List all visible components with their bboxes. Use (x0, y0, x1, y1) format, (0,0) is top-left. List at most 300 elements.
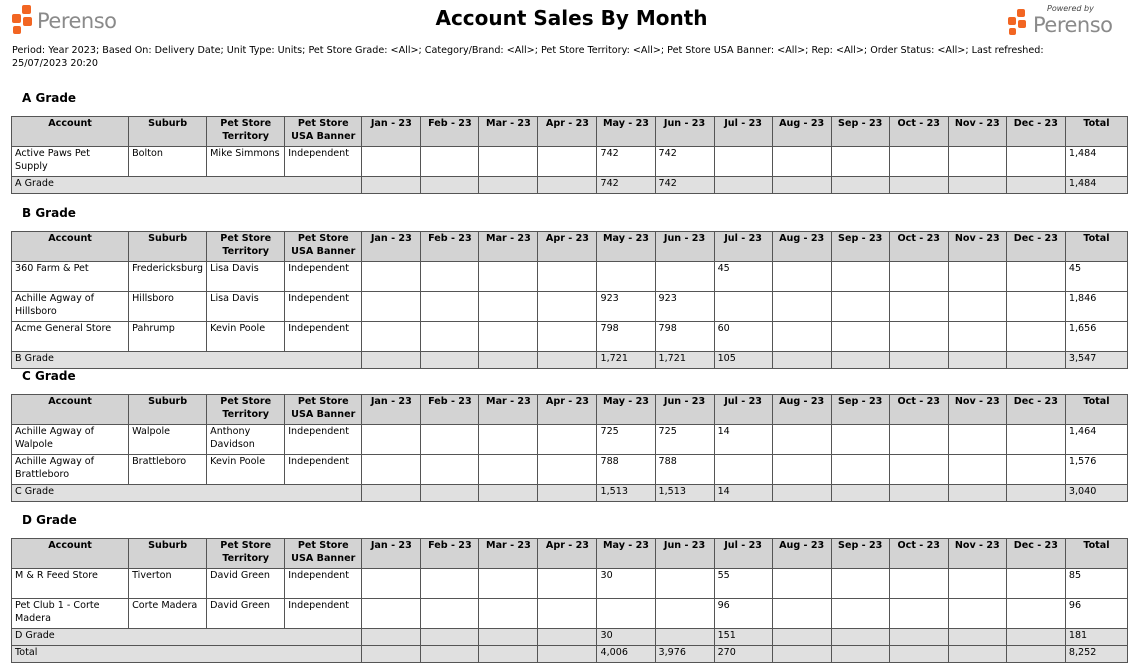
powered-by-logo (1007, 3, 1125, 37)
total-cell: 8,252 (1065, 646, 1127, 663)
month-cell (479, 262, 538, 292)
month-cell (538, 262, 597, 292)
month-cell (479, 177, 538, 194)
month-cell (421, 292, 479, 322)
month-cell (1006, 455, 1065, 485)
month-cell (831, 646, 889, 663)
month-cell (655, 262, 714, 292)
month-cell: 105 (714, 352, 772, 369)
account-cell: Achille Agway of Walpole (12, 425, 129, 455)
column-header: Account (12, 395, 129, 425)
subtotal-label: A Grade (12, 177, 362, 194)
column-header: May - 23 (597, 539, 655, 569)
month-cell (479, 147, 538, 177)
month-cell (362, 455, 421, 485)
column-header: Account (12, 232, 129, 262)
column-header: Apr - 23 (538, 395, 597, 425)
suburb-cell: Walpole (129, 425, 207, 455)
column-header: Sep - 23 (831, 232, 889, 262)
column-header: Total (1065, 539, 1127, 569)
territory-cell: Lisa Davis (207, 292, 285, 322)
month-cell (362, 262, 421, 292)
month-cell (421, 352, 479, 369)
month-cell (1006, 147, 1065, 177)
month-cell (362, 599, 421, 629)
table-header-row (12, 117, 1128, 147)
total-cell: 1,484 (1065, 147, 1127, 177)
subtotal-label: D Grade (12, 629, 362, 646)
column-header: Nov - 23 (948, 395, 1006, 425)
column-header: Feb - 23 (421, 395, 479, 425)
month-cell (772, 599, 831, 629)
table-row (12, 147, 1128, 177)
month-cell (948, 569, 1006, 599)
table-row (12, 569, 1128, 599)
month-cell (772, 485, 831, 502)
column-header: Jul - 23 (714, 232, 772, 262)
table-row (12, 322, 1128, 352)
month-cell (479, 425, 538, 455)
month-cell (948, 485, 1006, 502)
perenso-logo-text: Perenso (37, 9, 117, 33)
column-header: Suburb (129, 539, 207, 569)
month-cell (1006, 629, 1065, 646)
suburb-cell: Brattleboro (129, 455, 207, 485)
column-header: Suburb (129, 395, 207, 425)
total-cell: 3,547 (1065, 352, 1127, 369)
month-cell (831, 569, 889, 599)
month-cell: 742 (597, 147, 655, 177)
month-cell: 14 (714, 485, 772, 502)
account-cell: Pet Club 1 - Corte Madera (12, 599, 129, 629)
column-header: Jun - 23 (655, 232, 714, 262)
month-cell: 798 (597, 322, 655, 352)
column-header: Aug - 23 (772, 539, 831, 569)
month-cell (1006, 292, 1065, 322)
total-cell: 1,464 (1065, 425, 1127, 455)
month-cell (362, 322, 421, 352)
total-cell: 85 (1065, 569, 1127, 599)
month-cell (1006, 485, 1065, 502)
banner-cell: Independent (285, 569, 362, 599)
month-cell (831, 352, 889, 369)
column-header: Pet Store Territory (207, 232, 285, 262)
month-cell (421, 455, 479, 485)
month-cell (772, 322, 831, 352)
month-cell (362, 485, 421, 502)
column-header: Dec - 23 (1006, 232, 1065, 262)
column-header: Pet Store Territory (207, 117, 285, 147)
column-header: Aug - 23 (772, 117, 831, 147)
column-header: Suburb (129, 232, 207, 262)
month-cell (479, 629, 538, 646)
column-header: Aug - 23 (772, 395, 831, 425)
subtotal-row (12, 352, 1128, 369)
territory-cell: Anthony Davidson (207, 425, 285, 455)
month-cell (889, 147, 948, 177)
grade-heading: D Grade (22, 513, 77, 527)
column-header: May - 23 (597, 232, 655, 262)
total-cell: 181 (1065, 629, 1127, 646)
month-cell (421, 147, 479, 177)
month-cell (538, 292, 597, 322)
month-cell (421, 629, 479, 646)
territory-cell: Kevin Poole (207, 322, 285, 352)
month-cell (421, 322, 479, 352)
month-cell (889, 569, 948, 599)
grade-heading: C Grade (22, 369, 76, 383)
column-header: Oct - 23 (889, 117, 948, 147)
month-cell (714, 147, 772, 177)
month-cell (948, 292, 1006, 322)
month-cell (1006, 599, 1065, 629)
month-cell (831, 322, 889, 352)
total-cell: 3,040 (1065, 485, 1127, 502)
table-row (12, 292, 1128, 322)
suburb-cell: Fredericksburg (129, 262, 207, 292)
month-cell (421, 569, 479, 599)
column-header: Pet Store USA Banner (285, 232, 362, 262)
column-header: Mar - 23 (479, 232, 538, 262)
column-header: Nov - 23 (948, 232, 1006, 262)
month-cell (772, 177, 831, 194)
column-header: Nov - 23 (948, 539, 1006, 569)
month-cell (714, 177, 772, 194)
month-cell: 45 (714, 262, 772, 292)
month-cell (948, 147, 1006, 177)
column-header: Jan - 23 (362, 232, 421, 262)
month-cell (479, 352, 538, 369)
month-cell: 725 (655, 425, 714, 455)
suburb-cell: Bolton (129, 147, 207, 177)
territory-cell: Mike Simmons (207, 147, 285, 177)
column-header: Pet Store USA Banner (285, 395, 362, 425)
column-header: Total (1065, 395, 1127, 425)
column-header: Sep - 23 (831, 117, 889, 147)
column-header: Jul - 23 (714, 395, 772, 425)
table-header-row (12, 395, 1128, 425)
banner-cell: Independent (285, 147, 362, 177)
banner-cell: Independent (285, 599, 362, 629)
column-header: Apr - 23 (538, 117, 597, 147)
total-cell: 1,484 (1065, 177, 1127, 194)
month-cell (772, 352, 831, 369)
month-cell (889, 425, 948, 455)
banner-cell: Independent (285, 425, 362, 455)
suburb-cell: Hillsboro (129, 292, 207, 322)
account-cell: Active Paws Pet Supply (12, 147, 129, 177)
month-cell (889, 292, 948, 322)
month-cell (1006, 177, 1065, 194)
month-cell: 3,976 (655, 646, 714, 663)
month-cell (421, 485, 479, 502)
month-cell (362, 177, 421, 194)
month-cell (538, 322, 597, 352)
column-header: Dec - 23 (1006, 117, 1065, 147)
month-cell (538, 177, 597, 194)
suburb-cell: Corte Madera (129, 599, 207, 629)
month-cell (538, 147, 597, 177)
column-header: Sep - 23 (831, 539, 889, 569)
month-cell: 788 (597, 455, 655, 485)
month-cell (948, 177, 1006, 194)
grade-table (11, 538, 1128, 663)
month-cell (538, 569, 597, 599)
month-cell (655, 629, 714, 646)
column-header: Account (12, 117, 129, 147)
column-header: Jul - 23 (714, 539, 772, 569)
month-cell (889, 177, 948, 194)
total-cell: 1,576 (1065, 455, 1127, 485)
month-cell: 798 (655, 322, 714, 352)
subtotal-label: C Grade (12, 485, 362, 502)
month-cell: 14 (714, 425, 772, 455)
month-cell: 742 (597, 177, 655, 194)
month-cell: 1,513 (597, 485, 655, 502)
month-cell: 923 (597, 292, 655, 322)
column-header: Nov - 23 (948, 117, 1006, 147)
column-header: May - 23 (597, 395, 655, 425)
month-cell: 1,721 (655, 352, 714, 369)
column-header: Pet Store Territory (207, 539, 285, 569)
month-cell (538, 485, 597, 502)
total-cell: 96 (1065, 599, 1127, 629)
column-header: Aug - 23 (772, 232, 831, 262)
column-header: Pet Store USA Banner (285, 539, 362, 569)
month-cell (479, 485, 538, 502)
account-cell: Achille Agway of Brattleboro (12, 455, 129, 485)
month-cell: 30 (597, 629, 655, 646)
account-cell: M & R Feed Store (12, 569, 129, 599)
grade-table (11, 394, 1128, 502)
month-cell: 923 (655, 292, 714, 322)
column-header: Pet Store USA Banner (285, 117, 362, 147)
month-cell (714, 455, 772, 485)
column-header: Feb - 23 (421, 117, 479, 147)
month-cell (362, 147, 421, 177)
column-header: Oct - 23 (889, 232, 948, 262)
month-cell (362, 292, 421, 322)
column-header: Sep - 23 (831, 395, 889, 425)
column-header: Jul - 23 (714, 117, 772, 147)
table-row (12, 262, 1128, 292)
month-cell: 151 (714, 629, 772, 646)
grand-total-row (12, 646, 1128, 663)
month-cell: 1,721 (597, 352, 655, 369)
column-header: Jan - 23 (362, 395, 421, 425)
month-cell (479, 455, 538, 485)
column-header: Jun - 23 (655, 539, 714, 569)
month-cell (1006, 569, 1065, 599)
page-title: Account Sales By Month (435, 6, 708, 30)
territory-cell: David Green (207, 599, 285, 629)
month-cell: 270 (714, 646, 772, 663)
month-cell (772, 425, 831, 455)
column-header: Total (1065, 117, 1127, 147)
column-header: Feb - 23 (421, 539, 479, 569)
month-cell (714, 292, 772, 322)
month-cell (421, 262, 479, 292)
account-cell: Acme General Store (12, 322, 129, 352)
suburb-cell: Tiverton (129, 569, 207, 599)
perenso-logo-text: Perenso (1033, 13, 1113, 37)
subtotal-row (12, 485, 1128, 502)
column-header: Pet Store Territory (207, 395, 285, 425)
month-cell (421, 425, 479, 455)
column-header: Mar - 23 (479, 117, 538, 147)
month-cell (831, 147, 889, 177)
column-header: Jun - 23 (655, 117, 714, 147)
month-cell (772, 646, 831, 663)
month-cell (479, 292, 538, 322)
month-cell: 742 (655, 177, 714, 194)
column-header: Jan - 23 (362, 539, 421, 569)
month-cell (538, 425, 597, 455)
powered-by-text: Powered by (1047, 4, 1094, 13)
territory-cell: David Green (207, 569, 285, 599)
month-cell (772, 455, 831, 485)
month-cell (948, 455, 1006, 485)
month-cell (538, 352, 597, 369)
table-header-row (12, 232, 1128, 262)
month-cell (889, 455, 948, 485)
month-cell (479, 322, 538, 352)
subtotal-row (12, 629, 1128, 646)
month-cell (831, 485, 889, 502)
month-cell (831, 292, 889, 322)
month-cell (597, 599, 655, 629)
month-cell (772, 262, 831, 292)
report-parameters: Period: Year 2023; Based On: Delivery Date; Unit Type: Units; Pet Store Grade: <All>; Category/Brand: <All>; Pet Store Territory: <All>; Pet Store USA Banner: <All>; Rep: <All>; Order Status: <All>; Last refreshed: 25/07/2023 20:20 (12, 45, 1044, 69)
month-cell: 55 (714, 569, 772, 599)
month-cell (1006, 352, 1065, 369)
banner-cell: Independent (285, 292, 362, 322)
month-cell (479, 646, 538, 663)
month-cell (889, 262, 948, 292)
total-cell: 1,656 (1065, 322, 1127, 352)
month-cell (772, 569, 831, 599)
column-header: Oct - 23 (889, 395, 948, 425)
banner-cell: Independent (285, 322, 362, 352)
banner-cell: Independent (285, 262, 362, 292)
month-cell (538, 599, 597, 629)
month-cell (538, 455, 597, 485)
month-cell (948, 599, 1006, 629)
month-cell (597, 262, 655, 292)
total-cell: 45 (1065, 262, 1127, 292)
table-row (12, 455, 1128, 485)
column-header: Oct - 23 (889, 539, 948, 569)
suburb-cell: Pahrump (129, 322, 207, 352)
banner-cell: Independent (285, 455, 362, 485)
column-header: Dec - 23 (1006, 395, 1065, 425)
month-cell (948, 425, 1006, 455)
account-cell: 360 Farm & Pet (12, 262, 129, 292)
column-header: Jan - 23 (362, 117, 421, 147)
month-cell (1006, 262, 1065, 292)
month-cell (948, 262, 1006, 292)
grade-heading: B Grade (22, 206, 76, 220)
column-header: Mar - 23 (479, 539, 538, 569)
month-cell (362, 569, 421, 599)
month-cell (889, 352, 948, 369)
territory-cell: Kevin Poole (207, 455, 285, 485)
month-cell (772, 147, 831, 177)
month-cell (655, 599, 714, 629)
column-header: Suburb (129, 117, 207, 147)
month-cell: 1,513 (655, 485, 714, 502)
month-cell (479, 599, 538, 629)
month-cell (362, 646, 421, 663)
month-cell: 742 (655, 147, 714, 177)
month-cell: 788 (655, 455, 714, 485)
month-cell (889, 322, 948, 352)
month-cell: 60 (714, 322, 772, 352)
subtotal-label: Total (12, 646, 362, 663)
column-header: Account (12, 539, 129, 569)
month-cell: 725 (597, 425, 655, 455)
column-header: Apr - 23 (538, 539, 597, 569)
grade-heading: A Grade (22, 91, 77, 105)
subtotal-row (12, 177, 1128, 194)
month-cell (362, 352, 421, 369)
month-cell (948, 322, 1006, 352)
month-cell: 30 (597, 569, 655, 599)
column-header: Jun - 23 (655, 395, 714, 425)
grade-table (11, 231, 1128, 369)
month-cell (1006, 425, 1065, 455)
column-header: Dec - 23 (1006, 539, 1065, 569)
month-cell (772, 292, 831, 322)
column-header: Mar - 23 (479, 395, 538, 425)
month-cell (831, 629, 889, 646)
month-cell (948, 352, 1006, 369)
month-cell (421, 646, 479, 663)
territory-cell: Lisa Davis (207, 262, 285, 292)
month-cell (362, 425, 421, 455)
month-cell (831, 177, 889, 194)
table-row (12, 425, 1128, 455)
month-cell (421, 599, 479, 629)
month-cell (772, 629, 831, 646)
month-cell (655, 569, 714, 599)
month-cell (831, 262, 889, 292)
month-cell (538, 646, 597, 663)
month-cell (948, 629, 1006, 646)
month-cell (831, 599, 889, 629)
table-header-row (12, 539, 1128, 569)
total-cell: 1,846 (1065, 292, 1127, 322)
month-cell (889, 599, 948, 629)
month-cell (479, 569, 538, 599)
month-cell (421, 177, 479, 194)
month-cell (1006, 646, 1065, 663)
month-cell: 4,006 (597, 646, 655, 663)
month-cell (1006, 322, 1065, 352)
column-header: May - 23 (597, 117, 655, 147)
month-cell (831, 425, 889, 455)
grade-table (11, 116, 1128, 194)
column-header: Feb - 23 (421, 232, 479, 262)
account-cell: Achille Agway of Hillsboro (12, 292, 129, 322)
column-header: Apr - 23 (538, 232, 597, 262)
subtotal-label: B Grade (12, 352, 362, 369)
column-header: Total (1065, 232, 1127, 262)
month-cell (889, 485, 948, 502)
table-row (12, 599, 1128, 629)
month-cell (831, 455, 889, 485)
month-cell (889, 646, 948, 663)
